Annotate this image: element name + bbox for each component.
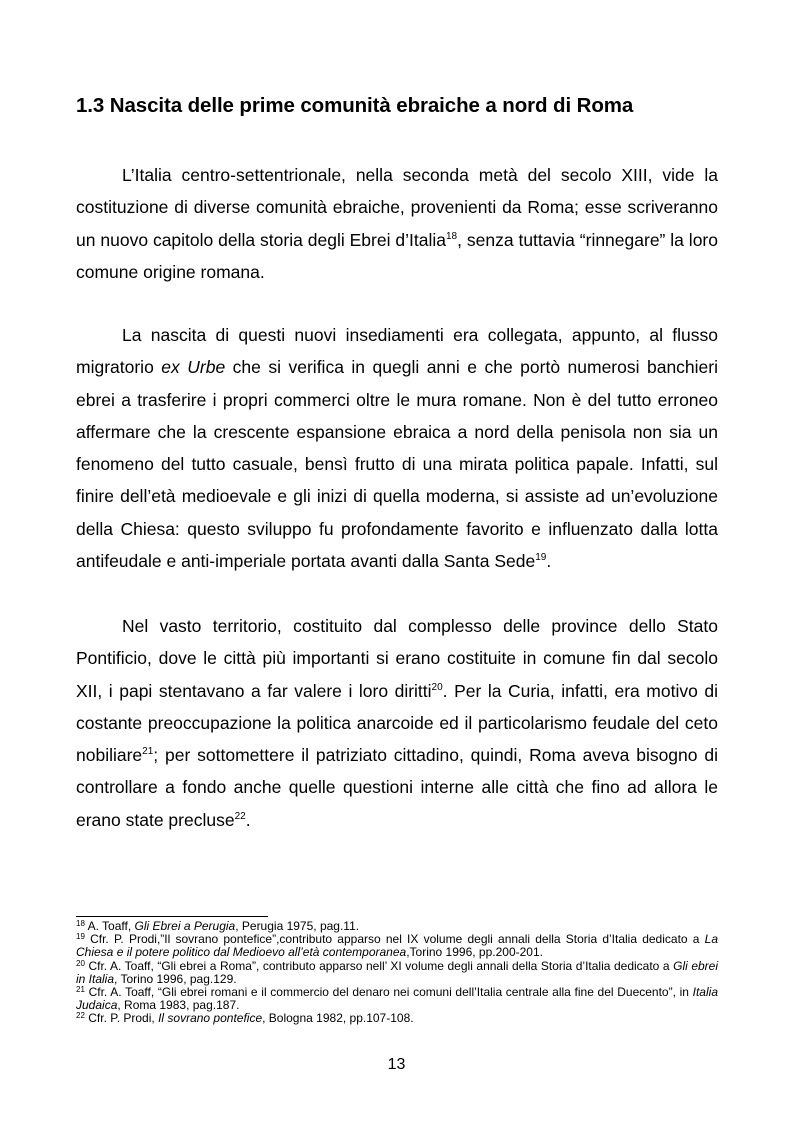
footnote-number: 20: [76, 958, 85, 968]
footnote-ref-20: 20: [431, 681, 443, 693]
footnote-title: La Chiesa e il potere politico dal Medioevo all’età contemporanea: [76, 932, 718, 960]
footnote-20: [76, 960, 718, 986]
paragraph-text: La nascita di questi nuovi insediamenti era collegata, appunto, al flusso migratorio: [76, 325, 718, 378]
footnote-ref-18: 18: [445, 230, 458, 242]
footnote-title: Il sovrano pontefice: [158, 1011, 263, 1026]
footnote-title: Gli ebrei in Italia: [76, 958, 718, 986]
footnote-number: 19: [76, 932, 85, 942]
footnote-title: Italia Judaica: [76, 985, 718, 1013]
paragraph-1: [76, 159, 718, 288]
footnote-text: Cfr. A. Toaff, “Gli ebrei a Roma”, contributo apparso nell’ XI volume degli annali della Storia d’Italia dedicato a: [84, 958, 674, 973]
paragraph-text: L’Italia centro-settentrionale, nella seconda metà del secolo XIII, vide la costituzione di diverse comunità ebraiche, provenienti da Roma; esse scriveranno un nuovo capitolo della storia degli Ebrei d’Italia: [76, 165, 718, 250]
footnote-text: Cfr. P. Prodi,: [84, 1011, 159, 1026]
footnote-number: 18: [76, 919, 85, 928]
footnote-text: , Bologna 1982, pp.107-108.: [262, 1011, 414, 1026]
footnote-text: , Perugia 1975, pag.11.: [235, 919, 360, 933]
footnote-text: Cfr. A. Toaff, “Gli ebrei romani e il commercio del denaro nei comuni dell’Italia centrale alla fine del Duecento”, in: [84, 985, 693, 1000]
footnote-text: Cfr. P. Prodi,”Il sovrano pontefice”,contributo apparso nel IX volume degli annali della Storia d’Italia dedicato a: [84, 932, 705, 947]
paragraph-3: [76, 610, 718, 836]
footnote-ref-21: 21: [142, 746, 154, 758]
footnote-text: , Roma 1983, pag.187.: [117, 998, 240, 1013]
italic-text: ex Urbe: [161, 357, 226, 378]
paragraph-text: .: [245, 809, 251, 830]
footnote-ref-22: 22: [234, 810, 246, 822]
footnote-text: A. Toaff,: [84, 919, 135, 933]
footnote-22: [76, 1012, 718, 1025]
footnote-text: , Torino 1996, pag.129.: [114, 971, 237, 986]
paragraph-text: Nel vasto territorio, costituito dal complesso delle province dello Stato Pontificio, dove le città più importanti si erano costituite in comune fin dal secolo XII, i papi stentavano a far valere i loro diritti: [76, 616, 718, 701]
footnote-text: ,Torino 1996, pp.200-201.: [406, 945, 543, 960]
footnote-ref-19: 19: [535, 552, 547, 564]
paragraph-text: . Per la Curia, infatti, era motivo di costante preoccupazione la politica anarcoide ed il particolarismo feudale del ceto nobiliare: [76, 680, 718, 766]
footnote-19: [76, 933, 718, 959]
paragraph-text: .: [546, 551, 552, 572]
footnotes: [76, 920, 718, 1026]
footnote-21: [76, 986, 718, 1012]
footnote-number: 22: [76, 1011, 85, 1021]
page-number: 13: [387, 1056, 406, 1073]
footnote-separator: [76, 916, 268, 917]
paragraph-text: , senza tuttavia “rinnegare” la loro comune origine romana.: [76, 229, 718, 282]
section-heading: 1.3 Nascita delle prime comunità ebraiche a nord di Roma: [76, 94, 634, 117]
paragraph-text: ; per sottomettere il patriziato cittadino, quindi, Roma aveva bisogno di controllare a fondo anche quelle questioni interne alle città che fino ad allora le erano state precluse: [76, 745, 718, 830]
footnote-title: Gli Ebrei a Perugia: [134, 919, 236, 933]
footnote-number: 21: [76, 985, 85, 995]
paragraph-2: [76, 319, 718, 577]
paragraph-text: che si verifica in quegli anni e che portò numerosi banchieri ebrei a trasferire i propri commerci oltre le mura romane. Non è del tutto erroneo affermare che la crescente espansione ebraica a nord della penisola non sia un fenomeno del tutto casuale, bensì frutto di una mirata politica papale. Infatti, sul finire dell’età medioevale e gli inizi di quella moderna, si assiste ad un’evoluzione della Chiesa: questo sviluppo fu profondamente favorito e influenzato dalla lotta antifeudale e anti-imperiale portata avanti dalla Santa Sede: [76, 357, 719, 572]
